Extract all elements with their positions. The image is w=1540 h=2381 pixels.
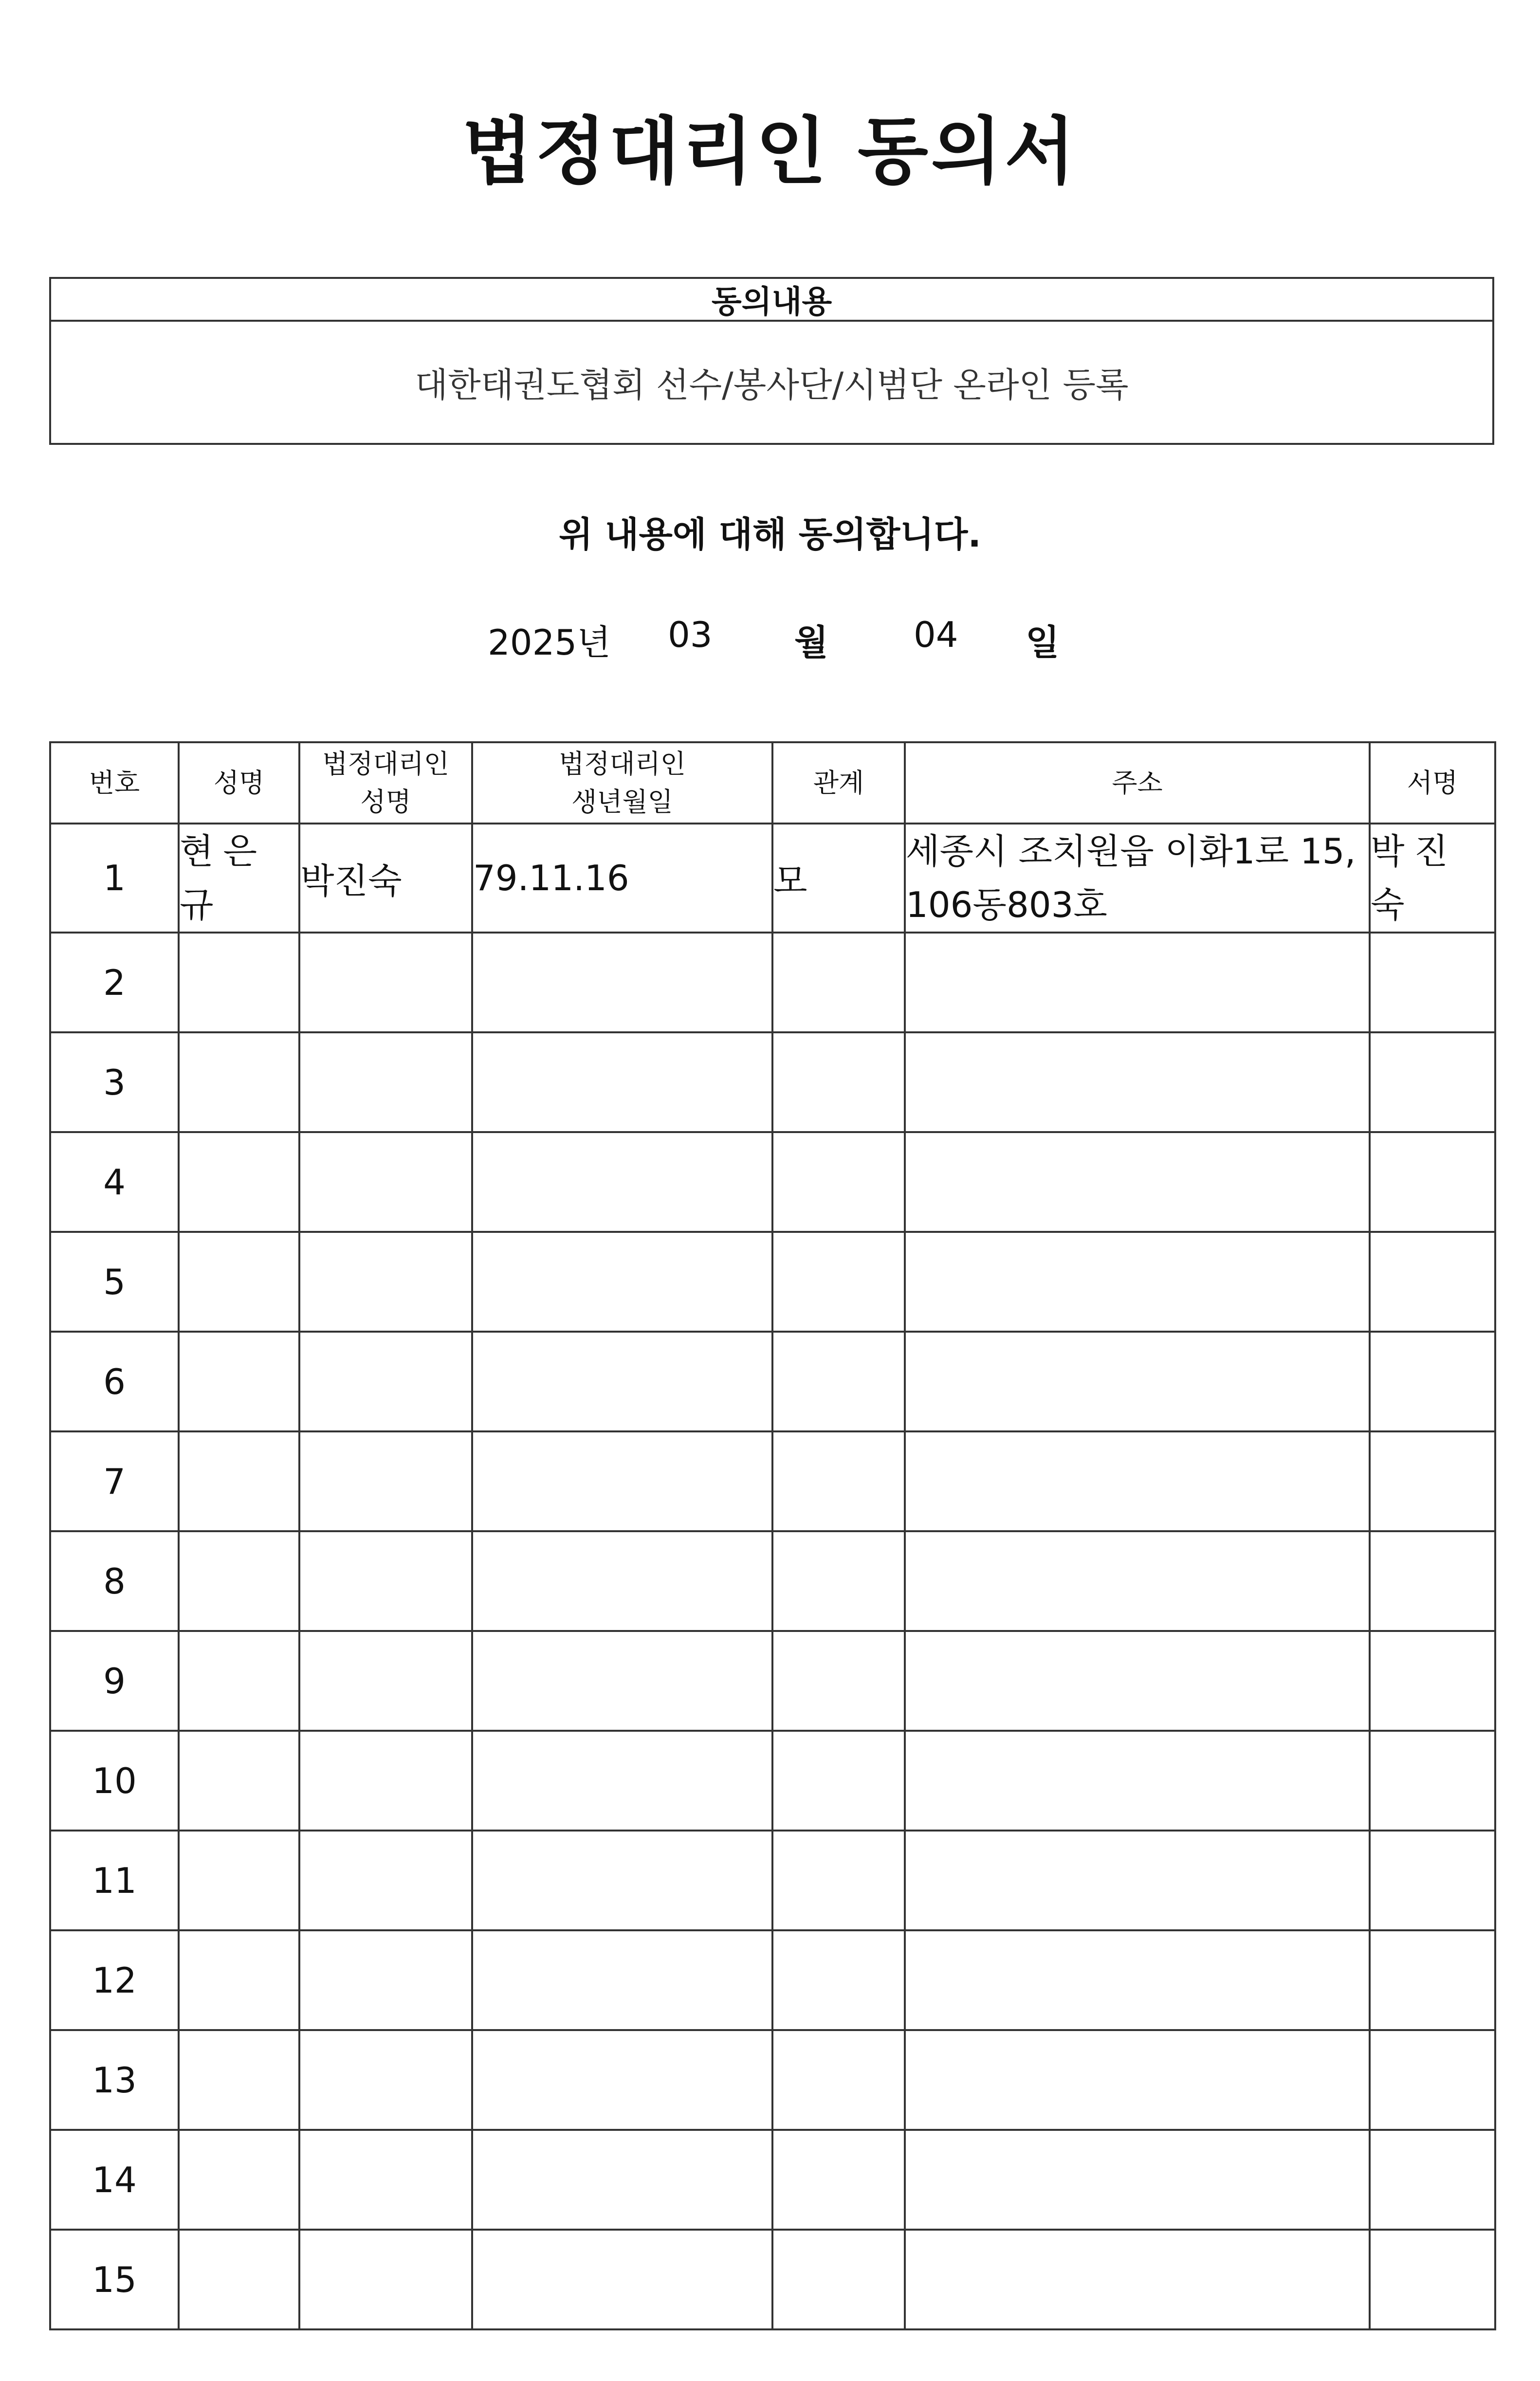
row-signature	[1370, 2230, 1495, 2329]
row-name	[179, 933, 299, 1032]
row-guardian-birth	[472, 2130, 772, 2230]
row-guardian-birth	[472, 1731, 772, 1831]
row-relation	[772, 1232, 905, 1332]
row-relation	[772, 933, 905, 1032]
row-relation	[772, 1132, 905, 1232]
row-signature	[1370, 1930, 1495, 2030]
row-number: 8	[50, 1531, 179, 1631]
row-signature	[1370, 1731, 1495, 1831]
header-address: 주소	[905, 742, 1370, 824]
row-number: 4	[50, 1132, 179, 1232]
row-guardian-name	[299, 1232, 472, 1332]
header-guardian-birth-line1: 법정대리인	[559, 748, 686, 779]
header-relation: 관계	[772, 742, 905, 824]
row-guardian-name	[299, 2230, 472, 2329]
row-address	[905, 1831, 1370, 1930]
table-row	[50, 1631, 1495, 1731]
registration-table	[49, 741, 1496, 2330]
row-number: 9	[50, 1631, 179, 1731]
table-row	[50, 1531, 1495, 1631]
row-address	[905, 1132, 1370, 1232]
row-guardian-name	[299, 2130, 472, 2230]
consent-content-box	[49, 277, 1494, 445]
row-name	[179, 2230, 299, 2329]
row-name	[179, 2030, 299, 2130]
row-relation	[772, 1930, 905, 2030]
date-year: 2025년	[488, 622, 611, 663]
header-name: 성명	[179, 742, 299, 824]
row-relation	[772, 1531, 905, 1631]
row-name	[179, 1032, 299, 1132]
date-day: 04	[914, 614, 958, 655]
row-guardian-birth	[472, 1631, 772, 1731]
row-guardian-name	[299, 2030, 472, 2130]
row-guardian-name	[299, 1431, 472, 1531]
row-guardian-birth	[472, 933, 772, 1032]
row-name	[179, 1831, 299, 1930]
row-relation	[772, 1831, 905, 1930]
row-signature	[1370, 1831, 1495, 1930]
row-signature	[1370, 1232, 1495, 1332]
row-relation	[772, 1731, 905, 1831]
row-number: 12	[50, 1930, 179, 2030]
row-guardian-birth	[472, 1332, 772, 1431]
row-relation	[772, 1631, 905, 1731]
row-guardian-birth	[472, 2030, 772, 2130]
row-number: 10	[50, 1731, 179, 1831]
consent-content-text: 대한태권도협회 선수/봉사단/시범단 온라인 등록	[415, 365, 1129, 405]
row-name	[179, 1531, 299, 1631]
date-month: 03	[668, 614, 713, 655]
row-relation	[772, 2230, 905, 2329]
row-address	[905, 1930, 1370, 2030]
row-signature	[1370, 1631, 1495, 1731]
row-address	[905, 1431, 1370, 1531]
row-address	[905, 933, 1370, 1032]
table-row	[50, 824, 1495, 933]
row-relation	[772, 2030, 905, 2130]
row-signature	[1370, 1032, 1495, 1132]
row-address	[905, 1232, 1370, 1332]
row-name: 현은규	[179, 824, 299, 933]
row-signature	[1370, 1332, 1495, 1431]
table-row	[50, 933, 1495, 1032]
row-relation	[772, 1032, 905, 1132]
row-guardian-name	[299, 933, 472, 1032]
row-number: 3	[50, 1032, 179, 1132]
row-guardian-birth	[472, 1930, 772, 2030]
row-signature	[1370, 1431, 1495, 1531]
table-row	[50, 1431, 1495, 1531]
date-day-unit: 일	[1026, 622, 1060, 663]
row-guardian-birth	[472, 1032, 772, 1132]
row-name	[179, 1930, 299, 2030]
row-signature	[1370, 1132, 1495, 1232]
table-row	[50, 1930, 1495, 2030]
row-address	[905, 2130, 1370, 2230]
table-row	[50, 1132, 1495, 1232]
row-signature	[1370, 2130, 1495, 2230]
table-row	[50, 1831, 1495, 1930]
row-address	[905, 1731, 1370, 1831]
row-guardian-name: 박진숙	[299, 824, 472, 933]
row-relation	[772, 1332, 905, 1431]
row-guardian-name	[299, 1831, 472, 1930]
row-name	[179, 1132, 299, 1232]
row-name	[179, 1631, 299, 1731]
row-name	[179, 2130, 299, 2230]
row-signature	[1370, 2030, 1495, 2130]
header-guardian-name-line2: 성명	[360, 786, 411, 817]
row-relation	[772, 2130, 905, 2230]
table-row	[50, 1232, 1495, 1332]
row-guardian-name	[299, 1731, 472, 1831]
row-guardian-birth	[472, 1431, 772, 1531]
table-row	[50, 2130, 1495, 2230]
row-signature	[1370, 1531, 1495, 1631]
row-guardian-name	[299, 1132, 472, 1232]
row-guardian-name	[299, 1930, 472, 2030]
table-row	[50, 1731, 1495, 1831]
row-guardian-name	[299, 1332, 472, 1431]
row-address: 세종시 조치원읍 이화1로 15, 106동803호	[905, 824, 1370, 933]
row-name	[179, 1431, 299, 1531]
date-month-unit: 월	[794, 622, 828, 663]
consent-content-header: 동의내용	[51, 279, 1492, 322]
row-number: 6	[50, 1332, 179, 1431]
row-guardian-birth	[472, 1831, 772, 1930]
agreement-statement: 위 내용에 대해 동의합니다.	[559, 514, 981, 555]
header-guardian-name	[299, 742, 472, 824]
row-number: 13	[50, 2030, 179, 2130]
table-row	[50, 1032, 1495, 1132]
row-guardian-name	[299, 1631, 472, 1731]
row-number: 15	[50, 2230, 179, 2329]
row-name	[179, 1232, 299, 1332]
header-number: 번호	[50, 742, 179, 824]
row-address	[905, 1531, 1370, 1631]
row-address	[905, 1032, 1370, 1132]
row-name	[179, 1332, 299, 1431]
row-relation: 모	[772, 824, 905, 933]
table-row	[50, 2230, 1495, 2329]
header-guardian-birth-line2: 생년월일	[571, 786, 673, 817]
row-number: 5	[50, 1232, 179, 1332]
row-address	[905, 1631, 1370, 1731]
row-guardian-name	[299, 1032, 472, 1132]
row-address	[905, 2230, 1370, 2329]
row-guardian-name	[299, 1531, 472, 1631]
document-title: 법정대리인 동의서	[462, 110, 1078, 194]
table-header-row	[50, 742, 1495, 824]
row-name	[179, 1731, 299, 1831]
row-guardian-birth	[472, 1232, 772, 1332]
row-number: 2	[50, 933, 179, 1032]
row-number: 14	[50, 2130, 179, 2230]
row-address	[905, 2030, 1370, 2130]
row-relation	[772, 1431, 905, 1531]
row-guardian-birth	[472, 2230, 772, 2329]
row-signature	[1370, 933, 1495, 1032]
header-guardian-name-line1: 법정대리인	[322, 748, 449, 779]
row-number: 7	[50, 1431, 179, 1531]
row-guardian-birth	[472, 1531, 772, 1631]
table-row	[50, 2030, 1495, 2130]
row-guardian-birth: 79.11.16	[472, 824, 772, 933]
header-signature: 서명	[1370, 742, 1495, 824]
row-guardian-birth	[472, 1132, 772, 1232]
row-number: 11	[50, 1831, 179, 1930]
row-signature: 박진숙	[1370, 824, 1495, 933]
row-number: 1	[50, 824, 179, 933]
table-row	[50, 1332, 1495, 1431]
row-address	[905, 1332, 1370, 1431]
header-guardian-birth	[472, 742, 772, 824]
